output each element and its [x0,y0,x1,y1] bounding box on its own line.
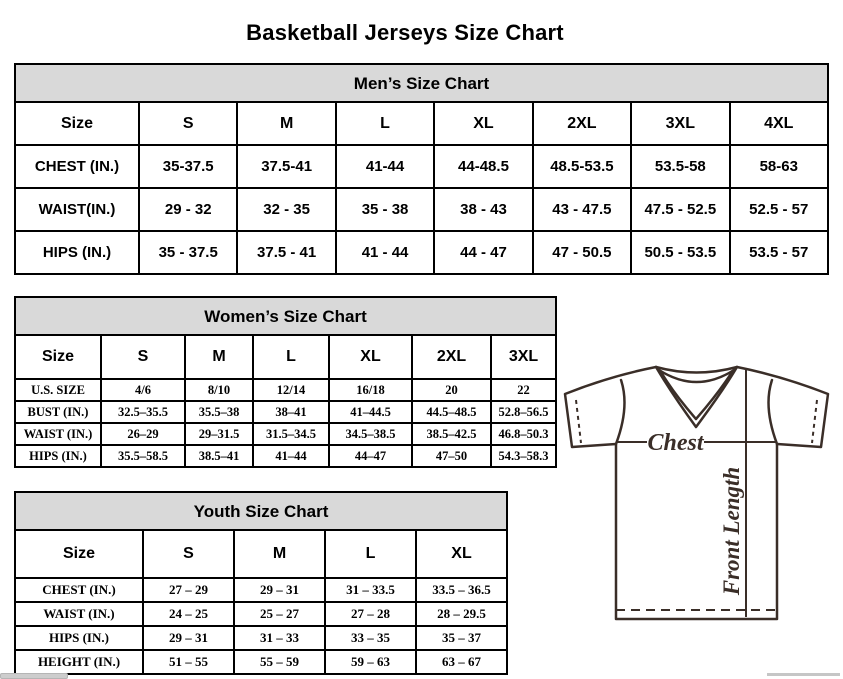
size-col-header: M [185,335,253,379]
cell-value: 35 - 37.5 [139,231,237,274]
youth-chart-title: Youth Size Chart [193,502,329,521]
size-label-header: Size [15,102,139,145]
size-col-header: 2XL [533,102,631,145]
cell-value: 38–41 [253,401,329,423]
cell-value: 4/6 [101,379,185,401]
page-title: Basketball Jerseys Size Chart [246,19,564,45]
mens-size-table [14,101,829,275]
youth-size-chart [14,491,508,675]
womens-size-table [14,334,557,468]
table-row [15,626,507,650]
cell-value: 37.5-41 [237,145,335,188]
table-row [15,231,828,274]
cell-value: 47.5 - 52.5 [631,188,729,231]
cell-value: 35 – 37 [416,626,507,650]
cell-value: 41–44.5 [329,401,412,423]
size-col-header: M [234,530,325,578]
cell-value: 41–44 [253,445,329,467]
youth-size-table [14,529,508,675]
size-header-row [15,530,507,578]
table-row [15,379,556,401]
womens-size-chart [14,296,557,468]
cell-value: 27 – 28 [325,602,416,626]
cell-value: 32.5–35.5 [101,401,185,423]
row-label: HEIGHT (IN.) [15,650,143,674]
cell-value: 44-48.5 [434,145,532,188]
table-row [15,423,556,445]
cell-value: 28 – 29.5 [416,602,507,626]
row-label: CHEST (IN.) [15,578,143,602]
table-row [15,401,556,423]
cell-value: 44 - 47 [434,231,532,274]
front-length-label: Front Length [719,466,744,596]
vneck-inner [661,372,732,419]
row-label: HIPS (IN.) [15,231,139,274]
mens-size-chart [14,63,829,275]
right-cuff-dashed-line [812,400,817,443]
cell-value: 44–47 [329,445,412,467]
size-label-header: Size [15,530,143,578]
size-label-header: Size [15,335,101,379]
cell-value: 26–29 [101,423,185,445]
womens-chart-title: Women’s Size Chart [204,307,367,326]
cell-value: 55 – 59 [234,650,325,674]
size-col-header: XL [329,335,412,379]
table-row [15,145,828,188]
size-col-header: S [143,530,234,578]
table-row [15,188,828,231]
size-col-header: 3XL [631,102,729,145]
jersey-diagram-svg [558,358,840,626]
cell-value: 32 - 35 [237,188,335,231]
size-col-header: L [325,530,416,578]
row-label: WAIST (IN.) [15,602,143,626]
size-col-header: L [253,335,329,379]
cell-value: 41-44 [336,145,434,188]
cell-value: 29 – 31 [234,578,325,602]
cell-value: 8/10 [185,379,253,401]
cell-value: 54.3–58.3 [491,445,556,467]
table-row [15,650,507,674]
cell-value: 58-63 [730,145,828,188]
size-col-header: S [139,102,237,145]
cell-value: 51 – 55 [143,650,234,674]
cell-value: 59 – 63 [325,650,416,674]
right-sleeve-seam [769,380,777,444]
cell-value: 41 - 44 [336,231,434,274]
size-col-header: 4XL [730,102,828,145]
cell-value: 53.5-58 [631,145,729,188]
womens-chart-title-band [14,296,557,336]
size-col-header: XL [416,530,507,578]
cell-value: 29–31.5 [185,423,253,445]
cell-value: 20 [412,379,491,401]
cell-value: 29 – 31 [143,626,234,650]
cell-value: 31 – 33.5 [325,578,416,602]
jersey-outline [565,367,828,619]
size-col-header: S [101,335,185,379]
size-col-header: M [237,102,335,145]
jersey-measurement-diagram [558,358,840,626]
cell-value: 16/18 [329,379,412,401]
cell-value: 31 – 33 [234,626,325,650]
table-row [15,578,507,602]
left-sleeve-seam [616,380,624,444]
cell-value: 27 – 29 [143,578,234,602]
size-col-header: 3XL [491,335,556,379]
row-label: CHEST (IN.) [15,145,139,188]
size-col-header: 2XL [412,335,491,379]
cell-value: 29 - 32 [139,188,237,231]
left-cuff-dashed-line [576,400,581,443]
chest-label: Chest [647,430,704,456]
size-header-row [15,335,556,379]
collar-top-arc [656,367,737,373]
mens-chart-title-band [14,63,829,103]
row-label: U.S. SIZE [15,379,101,401]
cell-value: 50.5 - 53.5 [631,231,729,274]
cell-value: 37.5 - 41 [237,231,335,274]
size-col-header: XL [434,102,532,145]
cell-value: 52.5 - 57 [730,188,828,231]
row-label: BUST (IN.) [15,401,101,423]
cell-value: 33.5 – 36.5 [416,578,507,602]
cell-value: 38.5–41 [185,445,253,467]
cell-value: 22 [491,379,556,401]
cell-value: 43 - 47.5 [533,188,631,231]
cell-value: 35-37.5 [139,145,237,188]
cell-value: 52.8–56.5 [491,401,556,423]
horizontal-scrollbar-thumb[interactable] [0,673,68,679]
cell-value: 48.5-53.5 [533,145,631,188]
youth-chart-title-band [14,491,508,531]
cell-value: 33 – 35 [325,626,416,650]
cell-value: 34.5–38.5 [329,423,412,445]
table-row [15,445,556,467]
cell-value: 24 – 25 [143,602,234,626]
row-label: WAIST(IN.) [15,188,139,231]
cell-value: 12/14 [253,379,329,401]
cell-value: 35 - 38 [336,188,434,231]
cell-value: 47 - 50.5 [533,231,631,274]
row-label: WAIST (IN.) [15,423,101,445]
cell-value: 63 – 67 [416,650,507,674]
cell-value: 35.5–58.5 [101,445,185,467]
cell-value: 44.5–48.5 [412,401,491,423]
size-header-row [15,102,828,145]
cell-value: 38.5–42.5 [412,423,491,445]
table-row [15,602,507,626]
cell-value: 38 - 43 [434,188,532,231]
mens-chart-title: Men’s Size Chart [353,74,490,93]
row-label: HIPS (IN.) [15,626,143,650]
cell-value: 31.5–34.5 [253,423,329,445]
size-col-header: L [336,102,434,145]
cell-value: 35.5–38 [185,401,253,423]
horizontal-scrollbar-fragment[interactable] [767,673,840,676]
cell-value: 53.5 - 57 [730,231,828,274]
cell-value: 47–50 [412,445,491,467]
cell-value: 25 – 27 [234,602,325,626]
row-label: HIPS (IN.) [15,445,101,467]
cell-value: 46.8–50.3 [491,423,556,445]
